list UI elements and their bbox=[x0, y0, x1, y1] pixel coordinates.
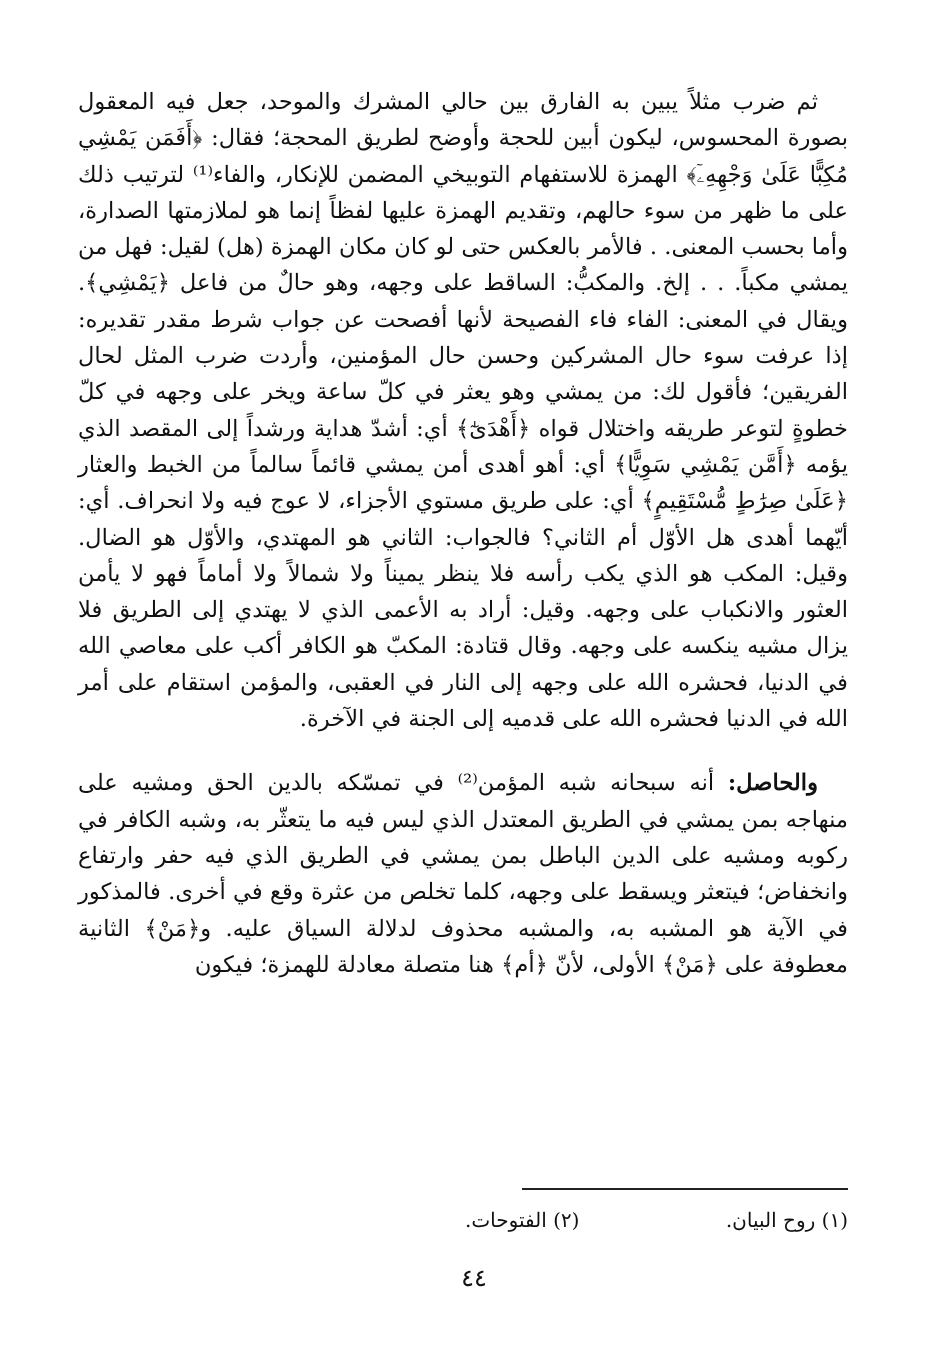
footnote-divider bbox=[522, 1188, 848, 1190]
footnotes bbox=[465, 1205, 848, 1235]
footnote-2: (٢) الفتوحات. bbox=[464, 1208, 580, 1232]
page-number: ٤٤ bbox=[461, 1264, 487, 1292]
paragraph-2-body: أنه سبحانه شبه المؤمن⁽²⁾ في تمسّكه بالدين الحق ومشيه على منهاجه بمن يمشي في الطريق المعتدل الذي ليس فيه ما يتعثّر به، وشبه الكافر في ركوبه ومشيه على الدين الباطل بمن يمشي في الطريق الذي فيه حفر وارتفاع وانخفاض؛ فيتعثر ويسقط على وجهه، كلما تخلص من عثرة وقع في أخرى. فالمذكور في الآية هو المشبه به، والمشبه محذوف لدلالة السياق عليه. و﴿مَنْ﴾ الثانية معطوفة على ﴿مَنْ﴾ الأولى، لأنّ ﴿أم﴾ هنا متصلة معادلة للهمزة؛ فيكون bbox=[78, 770, 848, 978]
footnote-1: (١) روح البيان. bbox=[725, 1208, 848, 1232]
page-body bbox=[78, 84, 848, 983]
paragraph-1: ثم ضرب مثلاً يبين به الفارق بين حالي المشرك والموحد، جعل فيه المعقول بصورة المحسوس، ليكون أبين للحجة وأوضح لطريق المحجة؛ فقال: ﴿أَفَمَن يَمْشِي مُكِبًّا عَلَىٰ وَجْهِهِۦٓ﴾ الهمزة للاستفهام التوبيخي المضمن للإنكار، والفاء⁽¹⁾ لترتيب ذلك على ما ظهر من سوء حالهم، وتقديم الهمزة عليها لفظاً إنما هو لملازمتها الصدارة، وأما بحسب المعنى. . فالأمر بالعكس حتى لو كان مكان الهمزة (هل) لقيل: فهل من يمشي مكباً. . . إلخ. والمكبُّ: الساقط على وجهه، وهو حالٌ من فاعل ﴿يَمْشِي﴾. ويقال في المعنى: الفاء فاء الفصيحة لأنها أفصحت عن جواب شرط مقدر تقديره: إذا عرفت سوء حال المشركين وحسن حال المؤمنين، وأردت ضرب المثل لحال الفريقين؛ فأقول لك: من يمشي وهو يعثر في كلّ ساعة ويخر على وجهه في كلّ خطوةٍ لتوعر طريقه واختلال قواه ﴿أَهْدَىٰٓ﴾ أي: أشدّ هداية ورشداً إلى المقصد الذي يؤمه ﴿أَمَّن يَمْشِي سَوِيًّا﴾ أي: أهو أهدى أمن يمشي قائماً سالماً من الخبط والعثار ﴿عَلَىٰ صِرَٰطٍ مُّسْتَقِيمٍ﴾ أي: على طريق مستوي الأجزاء، لا عوج فيه ولا انحراف. أي: أيّهما أهدى هل الأوّل أم الثاني؟ فالجواب: الثاني هو المهتدي، والأوّل هو الضال. وقيل: المكب هو الذي يكب رأسه فلا ينظر يميناً ولا شمالاً ولا أماماً فهو لا يأمن العثور والانكباب على وجهه. وقيل: أراد به الأعمى الذي لا يهتدي إلى الطريق فلا يزال مشيه ينكسه على وجهه. وقال قتادة: المكبّ هو الكافر أكب على معاصي الله في الدنيا، فحشره الله على وجهه إلى النار في العقبى، والمؤمن استقام على أمر الله في الدنيا فحشره الله على قدميه إلى الجنة في الآخرة. bbox=[78, 89, 848, 733]
paragraph-2-lead: والحاصل: bbox=[727, 770, 818, 797]
paragraph-2 bbox=[78, 765, 848, 983]
